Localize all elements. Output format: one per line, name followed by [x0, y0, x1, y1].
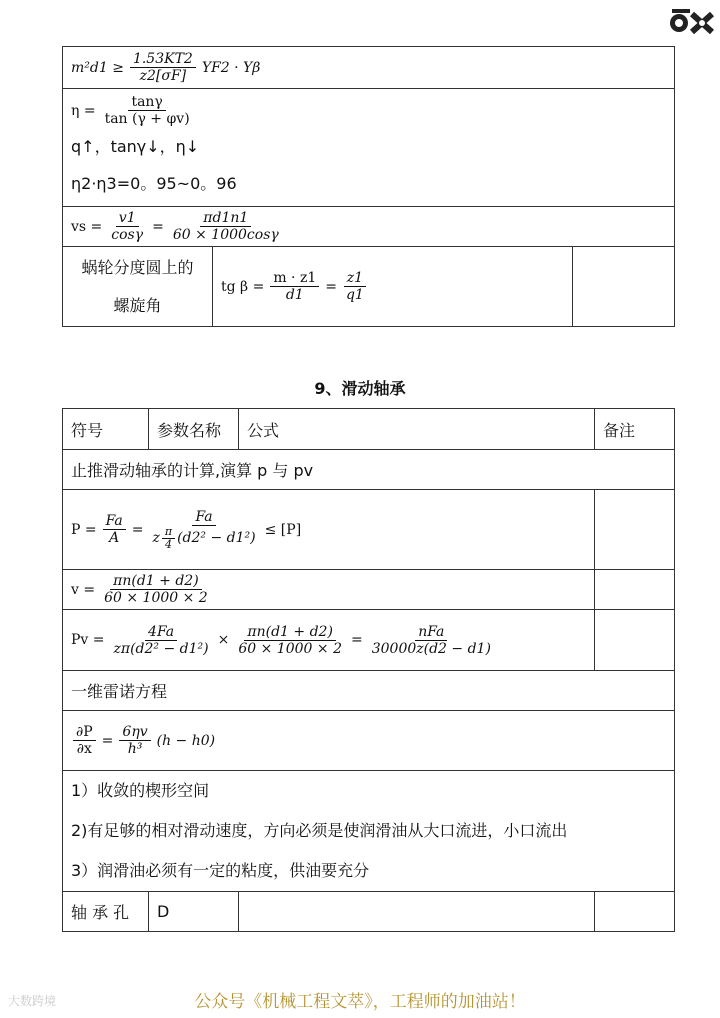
table-row — [63, 610, 675, 671]
empty-cell — [573, 247, 675, 327]
table-row — [63, 892, 675, 932]
formula-efficiency: η = $\frac{\tan\gamma}{\tan (\gamma + \varphi v)}$ — [71, 94, 190, 127]
table-row — [63, 47, 675, 89]
formula-modulus: m²d1 ≥ $\frac{1.53KT2}{z2[\sigma F]}$ YF2 · Yβ — [71, 51, 261, 84]
formula-pv: Pv = $\frac{4Fa}{\text{zπ(d2² − d1²)}}$ × $\frac{\pi n(d1 + d2)}{60 \times 1000 \times 2}$ = $\frac{\text{nFa}}{30000z(d2 - d1)}$ — [71, 623, 491, 657]
efficiency-range: η2·η3=0。95~0。96 — [71, 174, 237, 193]
formula-pressure: P = $\frac{Fa}{A}$ = Fa z $\frac{\pi}{4}$ (d2² − d1²) ≤ [P] — [71, 508, 302, 551]
section-title: 9、滑动轴承 — [314, 379, 406, 398]
formula-helix-angle: tg β = $\frac{m \cdot z1}{d1}$ = $\frac{z1}{q1}$ — [221, 270, 564, 303]
watermark: 大数跨境 — [8, 994, 57, 1008]
footer-slogan: 公众号《机械工程文萃》，工程师的加油站！ — [194, 992, 526, 1012]
condition-2: 2)有足够的相对滑动速度，方向必须是使润滑油从大口流进，小口流出 — [71, 821, 568, 840]
table-row — [63, 671, 675, 711]
table-row — [63, 570, 675, 610]
bearing-bore-symbol: D — [149, 892, 239, 932]
condition-1: 1）收敛的楔形空间 — [71, 781, 210, 800]
formula-velocity: v = $\frac{\pi n(d1 + d2)}{60 \times 1000 \times 2}$ — [71, 573, 208, 606]
empty-cell — [595, 892, 675, 932]
empty-cell — [595, 610, 675, 671]
formula-sliding-speed: vs = $\frac{v1}{\cos\gamma}$ = $\frac{\pi d1n1}{60 \times 1000\cos\gamma}$ — [71, 210, 279, 243]
condition-3: 3）润滑油必须有一定的粘度，供油要充分 — [71, 861, 370, 880]
worm-gear-table — [62, 46, 675, 327]
table-row — [63, 207, 675, 247]
sliding-bearing-table — [62, 408, 675, 932]
header-param: 参数名称 — [149, 409, 239, 450]
thrust-bearing-calc: 止推滑动轴承的计算,演算 p 与 pv — [63, 450, 675, 490]
formula-reynolds: $\frac{\partial P}{\partial x}$ = $\frac{6\eta v}{\text{h³}}$ (h − h0) — [71, 724, 666, 757]
empty-cell — [595, 490, 675, 570]
header-symbol: 符号 — [63, 409, 149, 450]
helix-angle-label-2: 螺旋角 — [113, 295, 162, 315]
brand-logo — [668, 6, 714, 34]
bearing-bore-label: 轴 承 孔 — [63, 892, 149, 932]
table-row — [63, 490, 675, 570]
table-row — [63, 711, 675, 771]
table-row — [63, 247, 675, 327]
efficiency-trend: q↑，tanγ↓，η↓ — [71, 137, 200, 156]
header-remark: 备注 — [595, 409, 675, 450]
empty-cell — [239, 892, 595, 932]
table-row — [63, 771, 675, 892]
table-header-row — [63, 409, 675, 450]
empty-cell — [595, 570, 675, 610]
header-formula: 公式 — [239, 409, 595, 450]
table-row — [63, 89, 675, 207]
table-row — [63, 450, 675, 490]
reynolds-title: 一维雷诺方程 — [63, 671, 675, 711]
helix-angle-label-1: 蜗轮分度圆上的 — [81, 257, 194, 277]
